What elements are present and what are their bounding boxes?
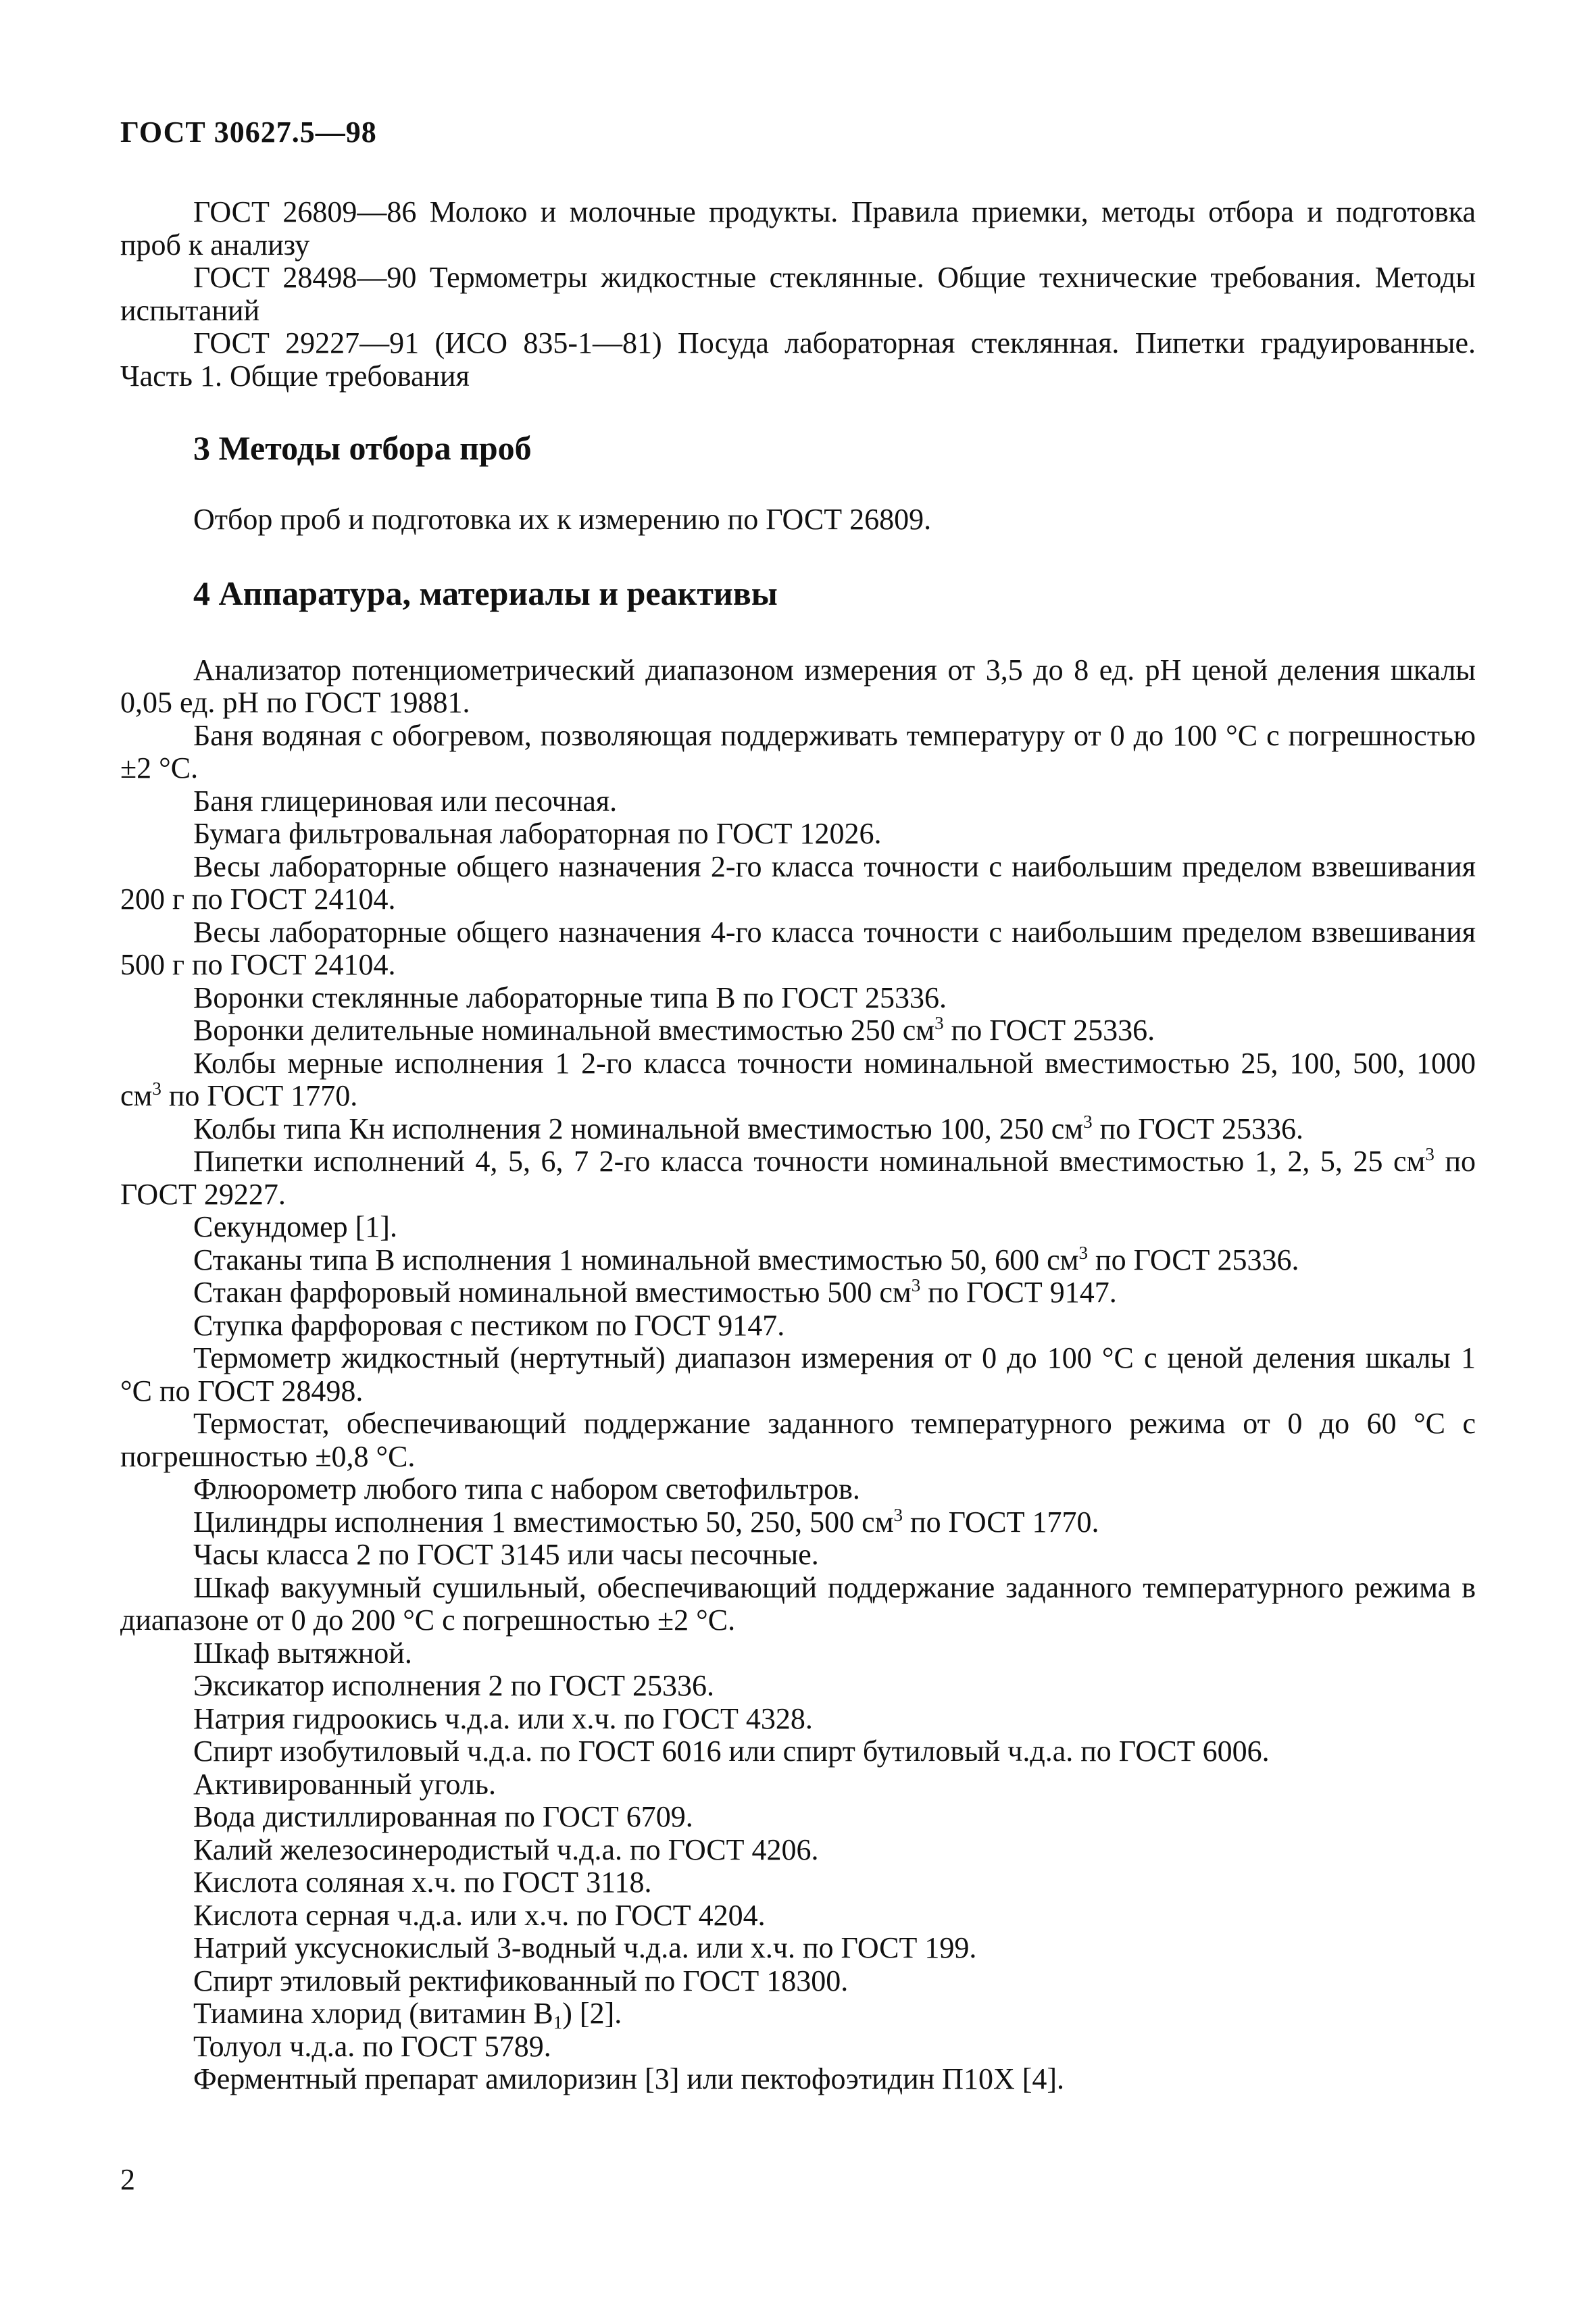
reagent-item — [120, 1997, 1476, 2031]
equipment-item: Анализатор потенциометрический диапазоном измерения от 3,5 до 8 ед. рН ценой деления шкалы 0,05 ед. рН по ГОСТ 19881. — [120, 653, 1476, 719]
item-text: по ГОСТ 29227. — [120, 1145, 1476, 1211]
reference-gost-26809: ГОСТ 26809—86 Молоко и молочные продукты. Правила приемки, методы отбора и подготовка проб к анализу — [120, 195, 1476, 262]
item-text: Пипетки исполнений 4, 5, 6, 7 2-го класса точности номинальной вместимостью 1, 2, 5, 25 см — [193, 1145, 1426, 1178]
reagent-item: Спирт этиловый ректификованный по ГОСТ 18300. — [193, 1964, 849, 1997]
item-text: по ГОСТ 9147. — [920, 1276, 1117, 1309]
item-text: Воронки делительные номинальной вместимостью 250 см — [193, 1014, 935, 1047]
item-text: по ГОСТ 25336. — [943, 1014, 1155, 1047]
equipment-item: Термометр жидкостный (нертутный) диапазон измерения от 0 до 100 °С с ценой деления шкалы 1 °С по ГОСТ 28498. — [120, 1341, 1476, 1408]
equipment-item: Весы лабораторные общего назначения 4-го класса точности с наибольшим пределом взвешивания 500 г по ГОСТ 24104. — [120, 915, 1476, 981]
section-4-heading: 4 Аппаратура, материалы и реактивы — [193, 574, 778, 612]
superscript: 3 — [1425, 1144, 1435, 1164]
superscript: 3 — [934, 1013, 944, 1033]
page-number: 2 — [120, 2163, 135, 2196]
equipment-item: Шкаф вытяжной. — [193, 1636, 412, 1670]
reagent-item: Натрий уксуснокислый 3-водный ч.д.а. или х.ч. по ГОСТ 199. — [193, 1931, 977, 1964]
section-3-text: Отбор проб и подготовка их к измерению по ГОСТ 26809. — [193, 503, 932, 536]
reagent-item: Кислота соляная х.ч. по ГОСТ 3118. — [193, 1866, 652, 1899]
equipment-item: Баня водяная с обогревом, позволяющая поддерживать температуру от 0 до 100 °С с погрешностью ±2 °С. — [120, 718, 1476, 785]
equipment-item: Эксикатор исполнения 2 по ГОСТ 25336. — [193, 1669, 714, 1702]
item-text: по ГОСТ 1770. — [903, 1505, 1099, 1539]
item-text: ) [2]. — [562, 1997, 622, 2030]
equipment-item: Ступка фарфоровая с пестиком по ГОСТ 9147. — [193, 1308, 785, 1342]
equipment-item: Термостат, обеспечивающий поддержание заданного температурного режима от 0 до 60 °С с погрешностью ±0,8 °С. — [120, 1407, 1476, 1473]
equipment-item — [120, 1244, 1476, 1277]
equipment-item: Весы лабораторные общего назначения 2-го класса точности с наибольшим пределом взвешивания 200 г по ГОСТ 24104. — [120, 849, 1476, 916]
equipment-item — [120, 1113, 1476, 1146]
section-3-heading: 3 Методы отбора проб — [193, 429, 532, 467]
reagent-item: Ферментный препарат амилоризин [3] или пектофоэтидин П10Х [4]. — [193, 2062, 1065, 2095]
equipment-item: Секундомер [1]. — [193, 1210, 397, 1243]
item-text: Цилиндры исполнения 1 вместимостью 50, 250, 500 см — [193, 1505, 894, 1539]
reference-gost-28498: ГОСТ 28498—90 Термометры жидкостные стеклянные. Общие технические требования. Методы испытаний — [120, 261, 1476, 327]
superscript: 3 — [911, 1275, 921, 1295]
equipment-item — [120, 1145, 1476, 1211]
item-text: Стаканы типа В исполнения 1 номинальной вместимостью 50, 600 см — [193, 1243, 1079, 1276]
equipment-item: Бумага фильтровальная лабораторная по ГОСТ 12026. — [193, 817, 882, 850]
reference-gost-29227: ГОСТ 29227—91 (ИСО 835-1—81) Посуда лабораторная стеклянная. Пипетки градуированные. Часть 1. Общие требования — [120, 326, 1476, 393]
item-text: по ГОСТ 25336. — [1088, 1243, 1299, 1276]
item-text: по ГОСТ 25336. — [1092, 1112, 1304, 1145]
reagent-item: Вода дистиллированная по ГОСТ 6709. — [193, 1800, 693, 1833]
superscript: 3 — [152, 1078, 161, 1099]
reagent-item: Калий железосинеродистый ч.д.а. по ГОСТ 4206. — [193, 1833, 819, 1866]
equipment-item: Шкаф вакуумный сушильный, обеспечивающий поддержание заданного температурного режима в диапазоне от 0 до 200 °С с погрешностью ±2 °С. — [120, 1570, 1476, 1637]
reagent-item: Активированный уголь. — [193, 1767, 496, 1801]
item-text: Стакан фарфоровый номинальной вместимостью 500 см — [193, 1276, 912, 1309]
item-text: Колбы мерные исполнения 1 2-го класса точности номинальной вместимостью 25, 100, 500, 1000 см — [120, 1046, 1476, 1112]
item-text: Колбы типа Кн исполнения 2 номинальной вместимостью 100, 250 см — [193, 1112, 1084, 1145]
equipment-item: Воронки стеклянные лабораторные типа В по ГОСТ 25336. — [193, 980, 947, 1014]
subscript: 1 — [553, 2012, 563, 2033]
reagent-item: Натрия гидроокись ч.д.а. или х.ч. по ГОСТ 4328. — [193, 1701, 813, 1735]
reagent-item: Кислота серная ч.д.а. или х.ч. по ГОСТ 4204. — [193, 1898, 766, 1932]
equipment-item — [120, 1014, 1476, 1047]
equipment-item: Флюорометр любого типа с набором светофильтров. — [193, 1472, 860, 1505]
equipment-item: Баня глицериновая или песочная. — [193, 784, 618, 818]
reagent-item: Спирт изобутиловый ч.д.а. по ГОСТ 6016 или спирт бутиловый ч.д.а. по ГОСТ 6006. — [193, 1735, 1270, 1768]
page-body — [120, 196, 1476, 2096]
item-text: по ГОСТ 1770. — [161, 1079, 358, 1112]
superscript: 3 — [1083, 1111, 1093, 1132]
equipment-item — [120, 1506, 1476, 1539]
document-header: ГОСТ 30627.5—98 — [120, 116, 377, 149]
superscript: 3 — [1078, 1242, 1089, 1263]
superscript: 3 — [893, 1504, 903, 1525]
equipment-item — [120, 1276, 1476, 1310]
item-text: Тиамина хлорид (витамин В — [193, 1997, 553, 2030]
equipment-item — [120, 1047, 1476, 1113]
equipment-item: Часы класса 2 по ГОСТ 3145 или часы песочные. — [193, 1538, 819, 1571]
reagent-item: Толуол ч.д.а. по ГОСТ 5789. — [193, 2029, 551, 2063]
